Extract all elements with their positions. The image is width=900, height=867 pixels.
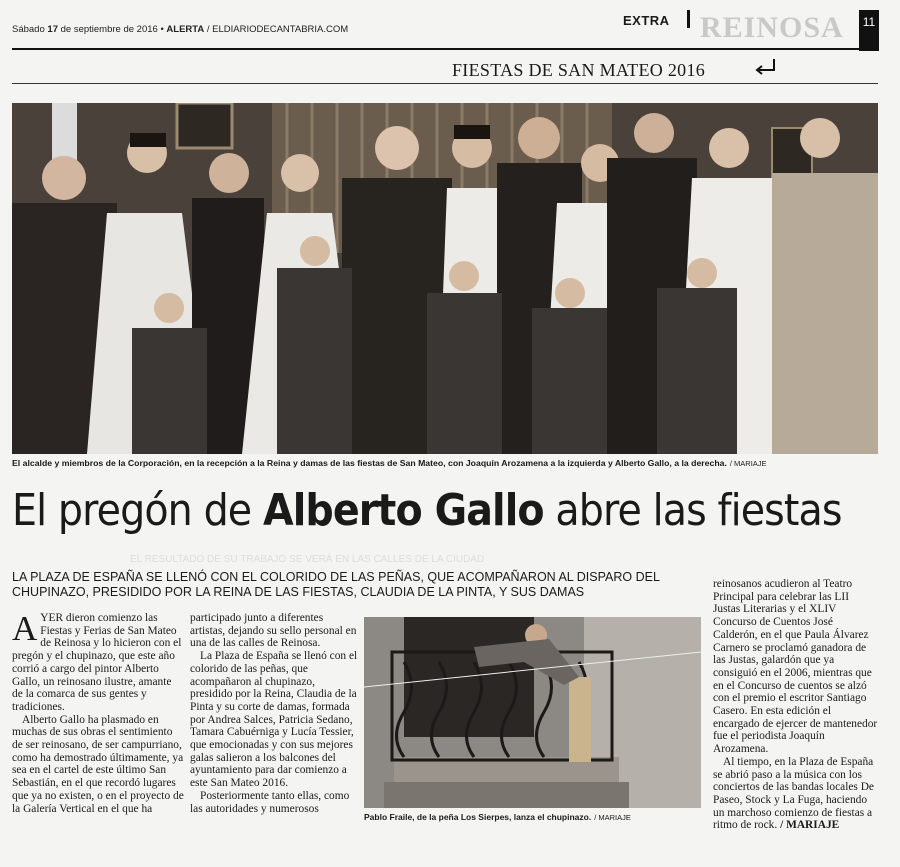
header-rule (12, 48, 878, 50)
bleed-through-text: EL RESULTADO DE SU TRABAJO SE VERÁ EN LAS CALLES DE LA CIUDAD (130, 554, 485, 565)
page-number: 11 (859, 10, 879, 51)
balcony-photo-illustration (364, 617, 701, 808)
photo-credit: / MARIAJE (594, 813, 631, 822)
group-photo-illustration (12, 103, 878, 454)
drop-cap: A (12, 609, 38, 648)
group-photo (12, 103, 878, 454)
paragraph: Alberto Gallo ha plasmado en muchas de sus obras el sentimiento de ser reinosano, de ser campurriano, como ha demostrado últimamente, ya sea en el cartel de este último San Sebastián, en el que recordó lugares que ya no existen, o en el proyecto de la Galería Vertical en el que ha (12, 713, 184, 815)
dateline (12, 24, 348, 35)
subheadline: LA PLAZA DE ESPAÑA SE LLENÓ CON EL COLORIDO DE LAS PEÑAS, QUE ACOMPAÑARON AL DISPARO DEL CHUPINAZO, PRESIDIDO POR LA REINA DE LAS FIESTAS, CLAUDIA DE LA PINTA, Y SUS DAMAS (12, 570, 660, 599)
extra-label: EXTRA (623, 13, 670, 28)
headline-name: Alberto Gallo (262, 485, 544, 536)
paragraph (713, 756, 879, 832)
paragraph (12, 609, 184, 714)
festival-title: FIESTAS DE SAN MATEO 2016 (452, 60, 706, 80)
brand-name: ALERTA (166, 24, 205, 35)
return-arrow-icon (754, 57, 778, 77)
section-rule (12, 83, 878, 84)
headline-part-2: abre las fiestas (543, 485, 842, 536)
headline-part-1: El pregón de (12, 485, 263, 536)
date-prefix: Sábado (12, 24, 48, 35)
article-column-3 (713, 578, 879, 832)
site-url: / ELDIARIODECANTABRIA.COM (204, 24, 349, 35)
section-name: REINOSA (700, 11, 844, 44)
caption-text: El alcalde y miembros de la Corporación, en la recepción a la Reina y damas de las fiestas de San Mateo, con Joaquín Arozamena a la izquierda y Alberto Gallo, a la derecha. (12, 458, 727, 468)
photo-caption-2 (364, 812, 631, 822)
photo-caption (12, 458, 767, 468)
article-column-2 (190, 612, 358, 815)
headline (12, 485, 842, 537)
paragraph: participado junto a diferentes artistas, dejando su sello personal en una de las calles de Reinosa. (190, 612, 357, 650)
date-rest: de septiembre de 2016 • (57, 24, 167, 35)
paragraph-text: YER dieron comienzo las Fiestas y Ferias de San Mateo de Reinosa y lo hicieron con el pregón y el chupinazo, que este año corrió a cargo del pintor Alberto Gallo, un reinosano ilustre, amante de la comarca de sus gentes y tradiciones. (12, 612, 182, 713)
header-divider (687, 10, 690, 28)
paragraph: reinosanos acudieron al Teatro Principal para celebrar las LII Justas Literarias y el XLIV Concurso de Cuentos José Calderón, en el que Paula Álvarez Carnero se proclamó ganadora de las Justas, galardón que ya consiguió en el 2006, mientras que en el Concurso de cuentos se alzó con el premio el escritor Santiago Casero. En esta edición el encargado de ejercer de mantenedor fue el periodista Joaquín Arozamena. (713, 578, 878, 756)
caption-text: Pablo Fraile, de la peña Los Sierpes, lanza el chupinazo. (364, 812, 592, 822)
byline: / MARIAJE (777, 819, 840, 832)
balcony-photo (364, 617, 701, 808)
paragraph-text: Al tiempo, en la Plaza de España se abrió paso a la música con los conciertos de las bandas locales De Paseo, Stock y La Fuga, haciendo un marchoso comienzo de fiestas a ritmo de rock. (713, 755, 874, 832)
date-day: 17 (47, 24, 58, 35)
article-column-1 (12, 609, 184, 815)
paragraph: Posteriormente tanto ellas, como las autoridades y numerosos (190, 789, 350, 815)
paragraph: La Plaza de España se llenó con el colorido de las peñas, que acompañaron al chupinazo, presidido por la Reina, Claudia de la Pinta y su corte de damas, formada por Andrea Salces, Patricia Sedano, Tamara Cabuérniga y Lucía Tessier, que emocionadas y con sus mejores galas salieron a los balcones del ayuntamiento para dar comienzo a este San Mateo 2016. (190, 650, 358, 790)
photo-credit: / MARIAJE (729, 459, 767, 468)
